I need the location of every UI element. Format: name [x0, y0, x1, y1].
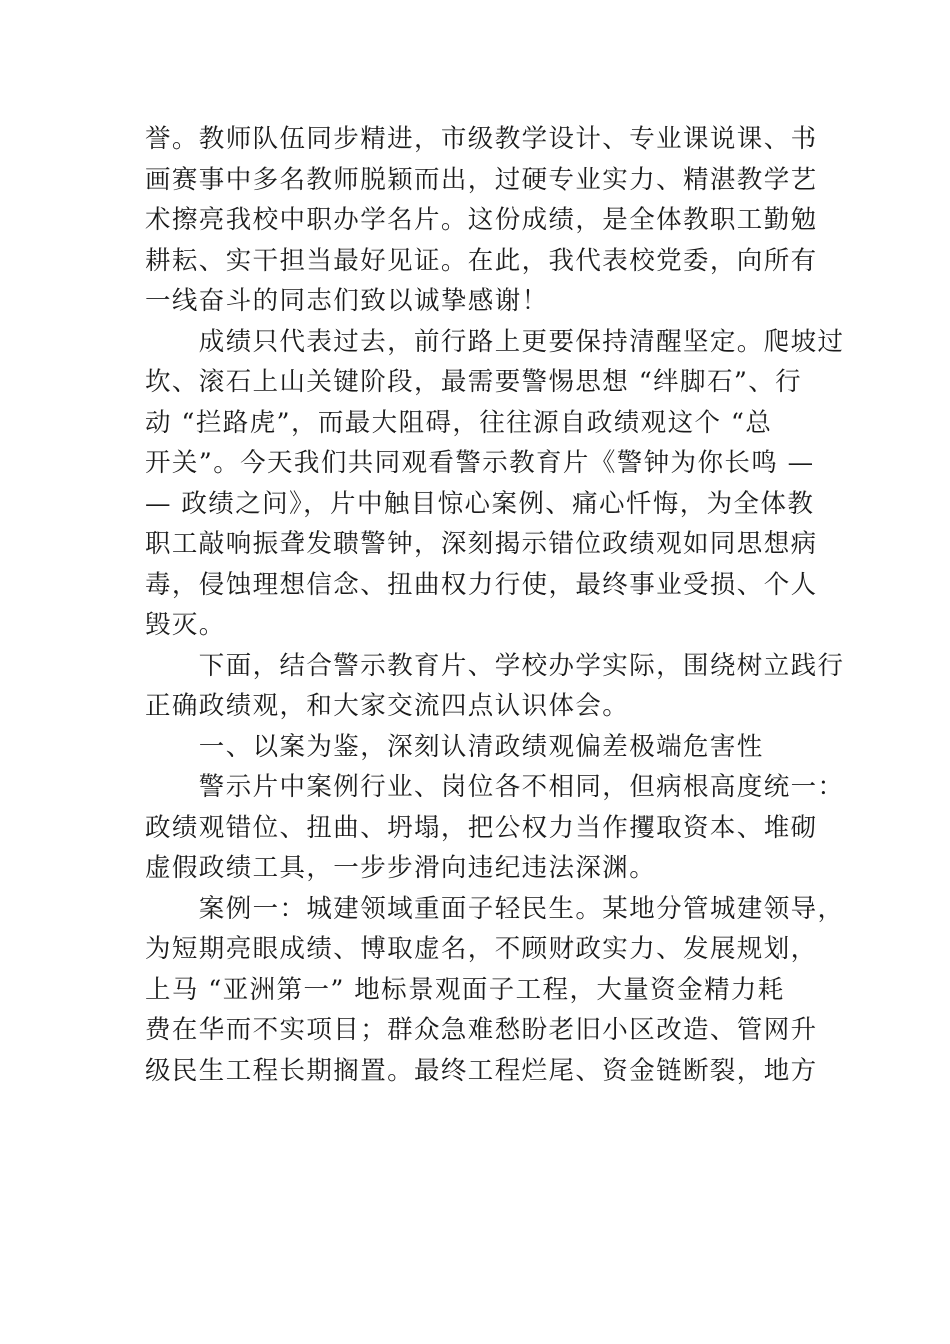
- text-line: 级民生工程长期搁置。最终工程烂尾、资金链断裂，地方: [145, 1055, 818, 1086]
- text-line: 正确政绩观，和大家交流四点认识体会。: [145, 691, 630, 721]
- text-line: 坎、滚石上山关键阶段，最需要警惕思想 “绊脚石”、行: [145, 367, 803, 397]
- text-line: 毁灭。: [145, 610, 226, 640]
- section-heading: 一、以案为鉴，深刻认清政绩观偏差极端危害性: [145, 731, 764, 762]
- text-line: — 政绩之问》，片中触目惊心案例、痛心忏悔，为全体教: [145, 488, 815, 519]
- text-line: 职工敲响振聋发聩警钟，深刻揭示错位政绩观如同思想病: [145, 529, 818, 559]
- text-line: 一线奋斗的同志们致以诚挚感谢！: [145, 286, 549, 316]
- text-line: 虚假政绩工具，一步步滑向违纪违法深渊。: [145, 853, 657, 883]
- text-line: 动 “拦路虎”，而最大阻碍，往往源自政绩观这个 “总: [145, 407, 773, 438]
- text-line: 术擦亮我校中职办学名片。这份成绩，是全体教职工勤勉: [145, 205, 818, 235]
- text-line: 案例一：城建领域重面子轻民生。某地分管城建领导，: [145, 893, 845, 924]
- text-line: 誉。教师队伍同步精进，市级教学设计、专业课说课、书: [145, 124, 818, 154]
- text-line: 为短期亮眼成绩、博取虚名，不顾财政实力、发展规划，: [145, 934, 818, 964]
- text-line: 毒，侵蚀理想信念、扭曲权力行使，最终事业受损、个人: [145, 569, 818, 600]
- text-line: 画赛事中多名教师脱颖而出，过硬专业实力、精湛教学艺: [145, 164, 818, 195]
- text-line: 开关”。今天我们共同观看警示教育片《警钟为你长鸣 —: [145, 448, 815, 478]
- text-line: 上马 “亚洲第一” 地标景观面子工程，大量资金精力耗: [145, 974, 785, 1005]
- text-line: 费在华而不实项目；群众急难愁盼老旧小区改造、管网升: [145, 1015, 818, 1045]
- text-line: 警示片中案例行业、岗位各不相同，但病根高度统一：: [145, 772, 845, 802]
- text-line: 政绩观错位、扭曲、坍塌，把公权力当作攫取资本、堆砌: [145, 812, 818, 843]
- body-text: [145, 119, 845, 1091]
- text-line: 成绩只代表过去，前行路上更要保持清醒坚定。爬坡过: [145, 326, 845, 357]
- text-line: 下面，结合警示教育片、学校办学实际，围绕树立践行: [145, 650, 845, 681]
- text-line: 耕耘、实干担当最好见证。在此，我代表校党委，向所有: [145, 245, 818, 276]
